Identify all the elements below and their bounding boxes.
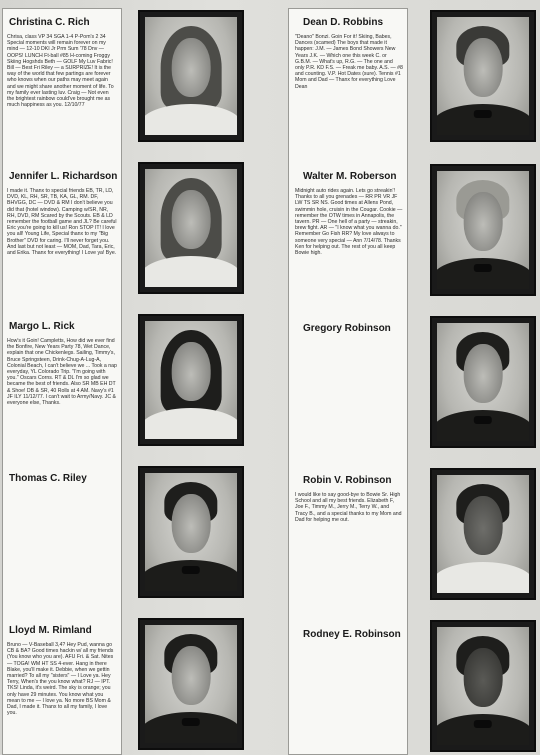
portrait-dean-robbins: [430, 10, 536, 142]
entry-walter-roberson: [289, 171, 407, 256]
student-bio: I made it. Thanx to special friends EB, TR, LD, DVD, KL, RH, SR, TB, KA, GL, RM. DF, BHVGG, DC — DVD & RM I don't believe you did that (hotel window). Camping w/SR, NR, RH, DVD, RM Scared by the Scouts. EB & LD remember the football game and JL? Be careful Eric you're going to kill us! Ron STOP IT! I love you all! Young Life, Special thanx to my "Big Brother" DVD for caring. I'll never forget you. And last but not least — MOM, Dad, Tara, Eric, and Erika. Thanx for everything! I Love ya! Bye.: [7, 188, 117, 257]
entry-christina-rich: [3, 17, 121, 108]
portrait-lloyd-rimland: [138, 618, 244, 750]
student-name: Dean D. Robbins: [303, 17, 384, 28]
student-name: Walter M. Roberson: [303, 171, 397, 182]
entry-rodney-robinson: [289, 629, 407, 646]
student-name: Christina C. Rich: [9, 17, 90, 28]
student-bio: "Deano" Bonzi. Goin For it! Skiing, Babes, Dances (scamed) The boys that made it happen: J.M. — James Bond Showers New Years J.K. — Which one this week C. or G.B.M. — What's up, R.G. — The one and only P.R. KD F.S. — Freak me baby. A.S. — #8 and counting. V.P. Hot Dates (sure). Tennis #1 Mom and Dad — Thanx for everything Love Dean: [295, 34, 403, 90]
portrait-jennifer-richardson: [138, 162, 244, 294]
student-name: Thomas C. Riley: [9, 473, 87, 484]
entry-lloyd-rimland: [3, 625, 121, 716]
portrait-gregory-robinson: [430, 316, 536, 448]
student-name: Jennifer L. Richardson: [9, 171, 118, 182]
left-bio-column: [2, 8, 122, 755]
student-name: Lloyd M. Rimland: [9, 625, 92, 636]
portrait-rodney-robinson: [430, 620, 536, 752]
student-bio: Midnight auto rides again. Lets go streakin'! Thanks to all you grenades — RR PR VR JF LW TS SR NS. Good times at Allens Pond, swimmin hole, cruisin in the Cougar. Cookie — remember the OTW times in Annapolis, the tavern. PR — One hell of a party — streakin, brew fight. AR — "I know what you wanna do." Remember Go Fish RR? My love always to someone very special — Ann 7/14/78. Thanks Ken for helping out. The rest of you all keep Bowie high.: [295, 188, 403, 257]
student-name: Gregory Robinson: [303, 323, 391, 334]
portrait-robin-robinson: [430, 468, 536, 600]
entry-robin-robinson: [289, 475, 407, 523]
student-name: Rodney E. Robinson: [303, 629, 401, 640]
entry-thomas-riley: [3, 473, 121, 490]
student-bio: Chrisa, class VP 34 SGA 1-4 P-Pom's 2 34 Special moments will remain forever on my mind — 12-10 DKI Jr Prm Sum '78 Dnv — OOPS! LUNCH Ft-ball #85 H-coming Froggy Skiing Hogshds Beth — GOLF My Luv Fabric! Bill — Best Fri Riley — a SURPRIZE! It is the way of the world that few partings are forever who knows when our paths may meet again and we might share another moment of life. To my family ever lasting luv. Craig — Not even the brightest rainbow could've brought me as much happiness as you. 12/10/77: [7, 34, 114, 109]
student-bio: I would like to say good-bye to Bowie Sr. High School and all my best friends. Elizabeth F, Joe F., Timmy M., Jerry M., Terry W., and Tracy B., and a special thanks to my Mom and Dad for helping me out.: [295, 492, 402, 523]
portrait-walter-roberson: [430, 164, 536, 296]
entry-dean-robbins: [289, 17, 407, 90]
student-name: Robin V. Robinson: [303, 475, 392, 486]
student-name: Margo L. Rick: [9, 321, 75, 332]
portrait-christina-rich: [138, 10, 244, 142]
portrait-margo-rick: [138, 314, 244, 446]
portrait-thomas-riley: [138, 466, 244, 598]
right-bio-column: [288, 8, 408, 755]
student-bio: Bruno — V-Baseball 3,4? Hey Pud, wanna go CB & BA? Good times hackin w/ all my friends (You know who you are). AFU Fri. & Sat. Nites — TOGA! WM HT SS 4-ever. Hang in there Blake, you'll make it. Debbie, when we gettin married? To all my "sisters" — I Love ya. Hey Terry, When's the you know what? RJ — IPT. TKS! Linda, it's weird. The sky is orange; you only have 29 minutes. You know what you mean to me — I love ya. No more BS Mom & Dad, I made it. Thanx to all my family, I love you.: [7, 642, 114, 717]
student-bio: How's it Goin! Campletts, How did we ever find the Bonfire, New Years Party 78, Wet Dance, explain that one Chickenlegs. Sailing, Timmy's, Bruce Springsteen, Drink-Chug-A-Lug-A, Colonial Beach, I can't believe we ... Took a nap everyday, YL Colorado Trip. "I'm going with you." Oscars Corns. RT & DL I'm so glad we became the best of friends. Also SR MB EH DT & Shoe! DB & SR, 40 Rolls at 4 AM. Navy's #1 JF ILY 11/12/77. I can't wait to Army/Navy. JC & everyone else, Thanks.: [7, 338, 117, 407]
entry-gregory-robinson: [289, 323, 407, 340]
entry-jennifer-richardson: [3, 171, 121, 256]
entry-margo-rick: [3, 321, 121, 406]
